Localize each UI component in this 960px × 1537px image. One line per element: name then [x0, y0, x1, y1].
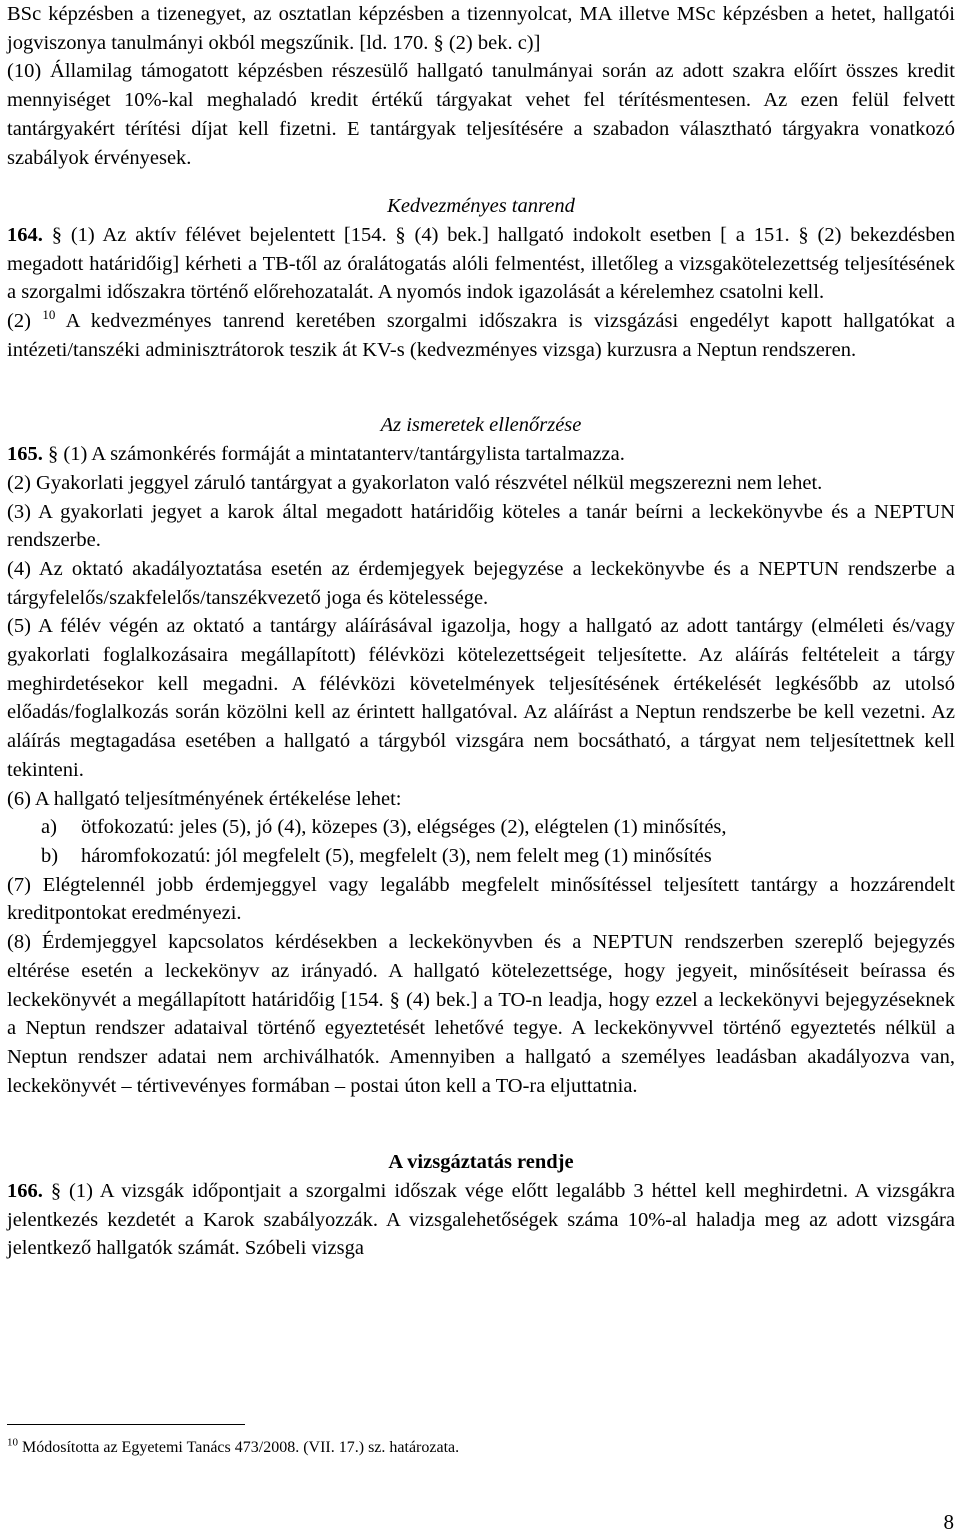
section-166-number: 166.	[7, 1180, 43, 1203]
grading-scale-list	[7, 813, 955, 870]
footnote-reference: 10	[42, 307, 56, 323]
footnote-divider	[7, 1424, 245, 1425]
section-164-prefix-2: (2)	[7, 310, 31, 333]
list-marker: b)	[41, 844, 59, 867]
heading-kedvezmenyes-tanrend: Kedvezményes tanrend	[387, 195, 575, 218]
section-166-text-1: § (1) A vizsgák időpontjait a szorgalmi időszak vége előtt legalább 3 héttel kell meghirdetni. A vizsgákra jelentkezés kezdetét a Karok szabályozzák. A vizsgalehetőségek száma 10%-al haladja meg az adott vizsgára jelentkező hallgatók számát. Szóbeli vizsga	[7, 1180, 955, 1260]
list-item-text: ötfokozatú: jeles (5), jó (4), közepes (3), elégséges (2), elégtelen (1) minősítés,	[81, 816, 727, 839]
section-164-paragraph-2	[7, 307, 955, 364]
list-item	[7, 842, 955, 871]
section-165-paragraph-1	[7, 440, 955, 469]
section-165-paragraph-4: (4) Az oktató akadályoztatása esetén az érdemjegyek bejegyzése a leckekönyvbe és a NEPTUN rendszerbe a tárgyfelelős/szakfelelős/tanszékvezető joga és kötelessége.	[7, 557, 955, 609]
list-item-text: háromfokozatú: jól megfelelt (5), megfelelt (3), nem felelt meg (1) minősítés	[81, 844, 712, 867]
list-marker: a)	[41, 816, 57, 839]
footnote-text: Módosította az Egyetemi Tanács 473/2008. (VII. 17.) sz. határozata.	[22, 1439, 460, 1456]
section-165-text-1: § (1) A számonkérés formáját a mintatanterv/tantárgylista tartalmazza.	[48, 443, 625, 466]
footnote-number: 10	[7, 1436, 18, 1449]
section-164-text-1: § (1) Az aktív félévet bejelentett [154. § (4) bek.] hallgató indokolt esetben [ a 151. § (2) bekezdésben megadott határidőig] kérheti a TB-től az óralátogatás alóli felmentést, illetőleg a vizsgakötelezettség teljesítésének a szorgalmi időszakra történő előrehozatalát. A nyomós indok igazolását a kérelemhez csatolni kell.	[7, 223, 956, 304]
section-165-number: 165.	[7, 443, 43, 466]
section-165-paragraph-8: (8) Érdemjeggyel kapcsolatos kérdésekben a leckekönyvben és a NEPTUN rendszerben szereplő bejegyzés eltérése esetén a leckekönyv az irányadó. A hallgató kötelezettsége, hogy jegyeit, minősítéseit beírassa és leckekönyvét a megállapított határidőig [154. § (4) bek.] a TO-n leadja, hogy ezzel a leckekönyvi bejegyzéseknek a Neptun rendszer adataival történő egyeztetését lehetővé tegye. A leckekönyvvel történő egyeztetés nélkül a Neptun rendszer adatai nem archiválhatók. Amennyiben a hallgató a személyes leadásban akadályozva van, leckekönyvét – tértivevényes formában – postai úton kell a TO-ra eljuttatnia.	[7, 931, 955, 1097]
section-165-paragraph-7: (7) Elégtelennél jobb érdemjeggyel vagy legalább megfelelt minősítéssel teljesített tantárgy a hozzárendelt kreditpontokat eredményezi.	[7, 873, 955, 925]
footnote	[7, 1437, 459, 1459]
heading-ismeretek-ellenorzese: Az ismeretek ellenőrzése	[380, 414, 582, 437]
paragraph-intro-2: (10) Államilag támogatott képzésben részesülő hallgató tanulmányai során az adott szakra előírt összes kredit mennyiséget 10%-kal meghaladó kredit értékű tárgyakat vehet fel térítésmentesen. Az ezen felül felvett tantárgyakért térítési díjat kell fizetni. E tantárgyak teljesítésére a szabadon választható tárgyakra vonatkozó szabályok érvényesek.	[7, 60, 955, 169]
section-164-text-2: A kedvezményes tanrend keretében szorgalmi időszakra is vizsgázási engedélyt kapott hallgatókat a intézeti/tanszéki adminisztrátorok teszik át KV-s (kedvezményes vizsga) kurzusra a Neptun rendszeren.	[7, 310, 956, 361]
section-165-paragraph-6: (6) A hallgató teljesítményének értékelése lehet:	[7, 787, 402, 810]
list-item	[7, 813, 955, 842]
section-165-paragraph-5: (5) A félév végén az oktató a tantárgy aláírásával igazolja, hogy a hallgató az adott tantárgy (elméleti és/vagy gyakorlati foglalkozásaira megállapított) félévközi kötelezettségeit teljesítette. Az aláírás feltételeit a tárgy meghirdetésekor kell megadni. A félévközi követelmények teljesítésének értékelését legkésőbb az utolsó előadás/foglalkozás során közölni kell az érintett hallgatóval. Az aláírást a Neptun rendszerbe be kell vezetni. Az aláírás megtagadása esetében a hallgató a tárgyból vizsgára nem bocsátható, a tárgyat nem teljesítettnek kell tekinteni.	[7, 615, 955, 781]
paragraph-intro-1: BSc képzésben a tizenegyet, az osztatlan képzésben a tizennyolcat, MA illetve MSc képzésben a hetet, hallgatói jogviszonya tanulmányi okból megszűnik. [ld. 170. § (2) bek. c)]	[7, 3, 955, 54]
section-165-paragraph-2: (2) Gyakorlati jeggyel záruló tantárgyat a gyakorlaton való részvétel nélkül megszerezni nem lehet.	[7, 471, 823, 494]
document-page	[7, 0, 955, 1263]
section-164-number: 164.	[7, 223, 43, 246]
heading-vizsgaztatas-rendje: A vizsgáztatás rendje	[388, 1151, 574, 1174]
section-165-paragraph-3: (3) A gyakorlati jegyet a karok által megadott határidőig köteles a tanár beírni a leckekönyvbe és a NEPTUN rendszerbe.	[7, 500, 955, 552]
section-166-paragraph-1	[7, 1177, 955, 1263]
page-number: 8	[943, 1510, 954, 1534]
section-164-paragraph-1	[7, 221, 955, 307]
